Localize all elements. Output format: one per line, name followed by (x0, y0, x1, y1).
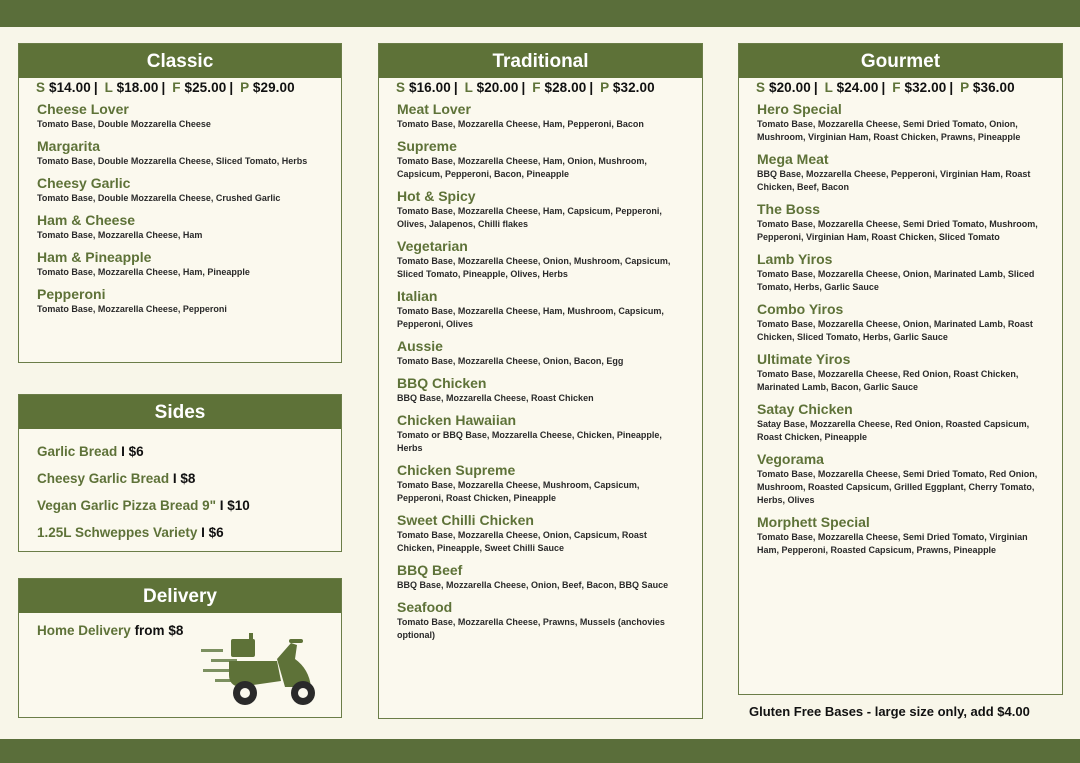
sides-panel (18, 394, 342, 552)
menu-item: Chicken Hawaiian Tomato or BBQ Base, Mozzarella Cheese, Chicken, Pineapple, Herbs (397, 412, 662, 453)
traditional-title: Traditional (379, 44, 702, 78)
menu-item: Chicken Supreme Tomato Base, Mozzarella Cheese, Mushroom, Capsicum, Pepperoni, Roast Chicken, Pineapple (397, 462, 640, 503)
menu-item: Combo Yiros Tomato Base, Mozzarella Cheese, Onion, Marinated Lamb, Roast Chicken, Sliced Tomato, Herbs, Garlic Sauce (757, 301, 1033, 342)
menu-item: Italian Tomato Base, Mozzarella Cheese, Ham, Mushroom, Capsicum, Pepperoni, Olives (397, 288, 664, 329)
side-item: Garlic Bread I $6 (37, 444, 144, 459)
classic-title: Classic (19, 44, 341, 78)
delivery-title: Delivery (19, 579, 341, 613)
sides-list (19, 429, 341, 546)
menu-item: Ultimate Yiros Tomato Base, Mozzarella Cheese, Red Onion, Roast Chicken, Marinated Lamb, Bacon, Garlic Sauce (757, 351, 1019, 392)
traditional-items (379, 95, 702, 642)
menu-item: Vegorama Tomato Base, Mozzarella Cheese, Semi Dried Tomato, Red Onion, Mushroom, Roasted Capsicum, Grilled Eggplant, Cherry Tomato, Herbs, Olives (757, 451, 1038, 505)
menu-item: BBQ Beef BBQ Base, Mozzarella Cheese, Onion, Beef, Bacon, BBQ Sauce (397, 562, 669, 590)
side-item: Vegan Garlic Pizza Bread 9" I $10 (37, 498, 250, 513)
scooter-icon (199, 629, 329, 709)
menu-item: Mega Meat BBQ Base, Mozzarella Cheese, Pepperoni, Virginian Ham, Roast Chicken, Beef, Bacon (757, 151, 1031, 192)
menu-item: Pepperoni Tomato Base, Mozzarella Cheese, Pepperoni (37, 286, 227, 314)
classic-items (19, 95, 341, 316)
menu-item: Satay Chicken Satay Base, Mozzarella Cheese, Red Onion, Roasted Capsicum, Roast Chicken, Pineapple (757, 401, 1030, 442)
traditional-panel (378, 43, 703, 719)
side-item: Cheesy Garlic Bread I $8 (37, 471, 196, 486)
menu-item: Ham & Pineapple Tomato Base, Mozzarella Cheese, Ham, Pineapple (37, 249, 250, 277)
menu-item: Aussie Tomato Base, Mozzarella Cheese, Onion, Bacon, Egg (397, 338, 624, 366)
menu-item: Sweet Chilli Chicken Tomato Base, Mozzarella Cheese, Onion, Capsicum, Roast Chicken, Pineapple, Sweet Chilli Sauce (397, 512, 647, 553)
menu-item: Morphett Special Tomato Base, Mozzarella Cheese, Semi Dried Tomato, Virginian Ham, Pepperoni, Roasted Capsicum, Prawns, Pineapple (757, 514, 1028, 555)
menu-item: Margarita Tomato Base, Double Mozzarella Cheese, Sliced Tomato, Herbs (37, 138, 308, 166)
delivery-panel (18, 578, 342, 718)
menu-item: Hero Special Tomato Base, Mozzarella Cheese, Semi Dried Tomato, Onion, Mushroom, Virginian Ham, Roast Chicken, Prawns, Pineapple (757, 101, 1021, 142)
side-item: 1.25L Schweppes Variety I $6 (37, 525, 224, 540)
menu-item: Seafood Tomato Base, Mozzarella Cheese, Prawns, Mussels (anchovies optional) (397, 599, 665, 640)
delivery-info: Home Delivery from $8 (37, 623, 184, 638)
bottom-band (0, 739, 1080, 763)
classic-panel (18, 43, 342, 363)
menu-item: Lamb Yiros Tomato Base, Mozzarella Cheese, Onion, Marinated Lamb, Sliced Tomato, Herbs, Garlic Sauce (757, 251, 1035, 292)
traditional-prices: S $16.00 | L $20.00 | F $28.00 | P $32.00 (396, 80, 655, 95)
menu-item: Hot & Spicy Tomato Base, Mozzarella Cheese, Ham, Capsicum, Pepperoni, Olives, Jalapenos, Chilli flakes (397, 188, 662, 229)
gluten-free-note: Gluten Free Bases - large size only, add $4.00 (749, 704, 1030, 719)
gourmet-items (739, 95, 1062, 557)
menu-item: Supreme Tomato Base, Mozzarella Cheese, Ham, Onion, Mushroom, Capsicum, Pepperoni, Bacon, Pineapple (397, 138, 647, 179)
top-band (0, 0, 1080, 27)
menu-item: Cheesy Garlic Tomato Base, Double Mozzarella Cheese, Crushed Garlic (37, 175, 281, 203)
menu-item: Meat Lover Tomato Base, Mozzarella Cheese, Ham, Pepperoni, Bacon (397, 101, 644, 129)
gourmet-panel (738, 43, 1063, 695)
menu-item: The Boss Tomato Base, Mozzarella Cheese, Semi Dried Tomato, Mushroom, Pepperoni, Virginian Ham, Roast Chicken, Sliced Tomato (757, 201, 1038, 242)
sides-title: Sides (19, 395, 341, 429)
menu-item: Ham & Cheese Tomato Base, Mozzarella Cheese, Ham (37, 212, 203, 240)
gourmet-prices: S $20.00 | L $24.00 | F $32.00 | P $36.00 (756, 80, 1015, 95)
menu-item: Cheese Lover Tomato Base, Double Mozzarella Cheese (37, 101, 211, 129)
menu-item: Vegetarian Tomato Base, Mozzarella Cheese, Onion, Mushroom, Capsicum, Sliced Tomato, Pineapple, Olives, Herbs (397, 238, 671, 279)
gourmet-title: Gourmet (739, 44, 1062, 78)
classic-prices: S $14.00 | L $18.00 | F $25.00 | P $29.00 (36, 80, 295, 95)
menu-item: BBQ Chicken BBQ Base, Mozzarella Cheese, Roast Chicken (397, 375, 594, 403)
